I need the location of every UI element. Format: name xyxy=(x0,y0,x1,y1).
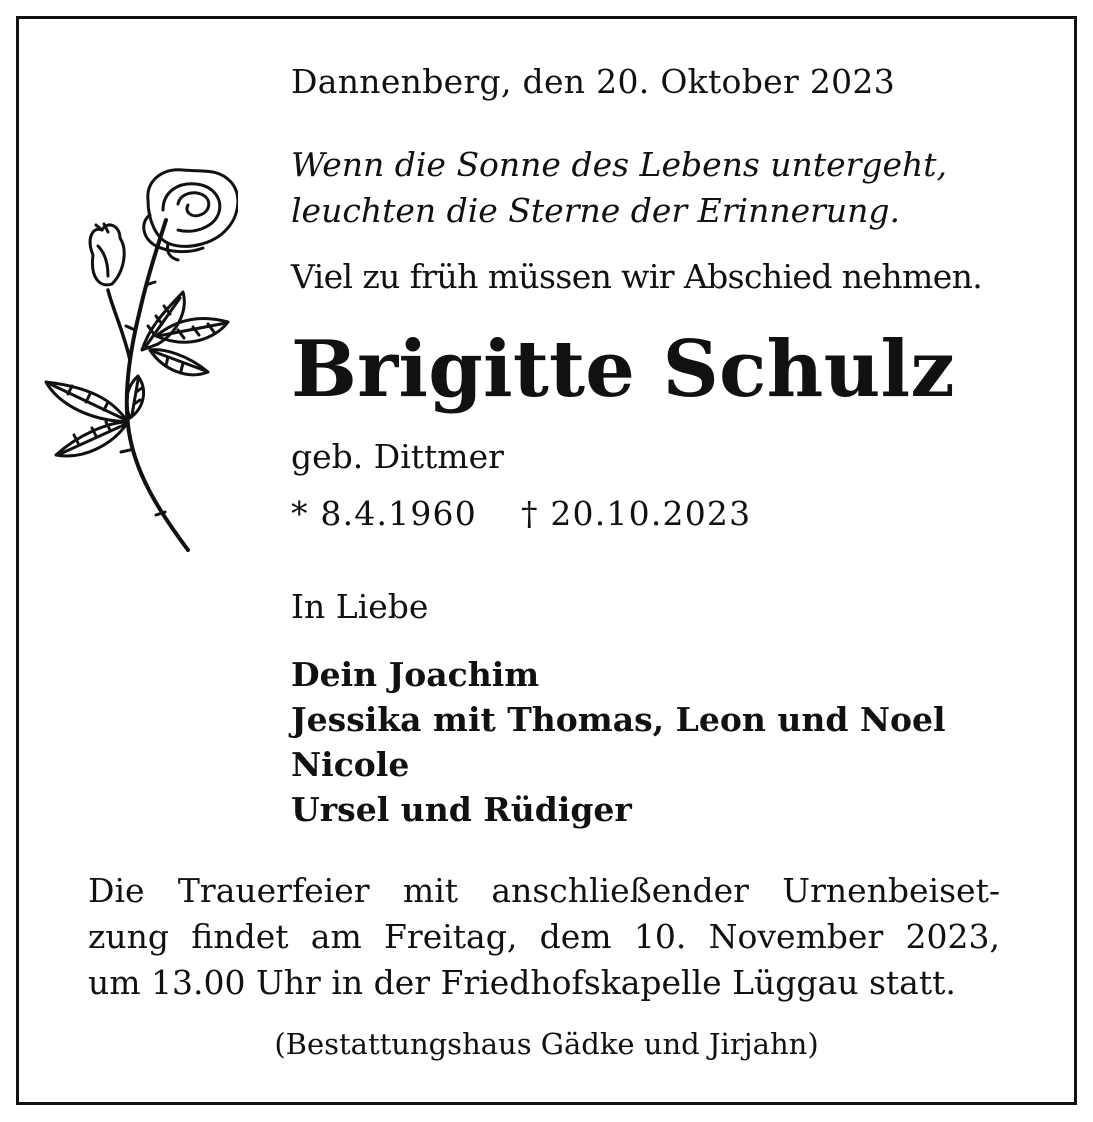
ceremony-line: um 13.00 Uhr in der Friedhofskapelle Lüggau statt. xyxy=(88,963,956,1002)
ceremony-line: zung findet am Freitag, dem 10. November 2023, xyxy=(88,917,1000,956)
deceased-name: Brigitte Schulz xyxy=(291,324,955,415)
ceremony-info xyxy=(88,868,1000,1006)
family-member: Jessika mit Thomas, Leon und Noel xyxy=(291,700,946,739)
closing-text: In Liebe xyxy=(291,587,429,626)
undertaker-credit: (Bestattungshaus Gädke und Jirjahn) xyxy=(274,1027,819,1061)
family-list xyxy=(291,652,1051,832)
birth-date: * 8.4.1960 xyxy=(291,494,477,533)
maiden-name: geb. Dittmer xyxy=(291,437,504,476)
rose-icon xyxy=(38,160,238,560)
quote-line: leuchten die Sterne der Erinnerung. xyxy=(291,191,901,230)
memorial-quote xyxy=(291,142,1051,234)
family-member: Nicole xyxy=(291,745,410,784)
intro-text: Viel zu früh müssen wir Abschied nehmen. xyxy=(291,257,983,296)
life-dates xyxy=(291,492,1051,536)
quote-line: Wenn die Sonne des Lebens untergeht, xyxy=(291,145,948,184)
ceremony-line: Die Trauerfeier mit anschließender Urnenbeiset- xyxy=(88,871,1000,910)
family-member: Dein Joachim xyxy=(291,655,540,694)
family-member: Ursel und Rüdiger xyxy=(291,790,632,829)
death-date: † 20.10.2023 xyxy=(520,494,752,533)
place-date: Dannenberg, den 20. Oktober 2023 xyxy=(291,62,896,101)
